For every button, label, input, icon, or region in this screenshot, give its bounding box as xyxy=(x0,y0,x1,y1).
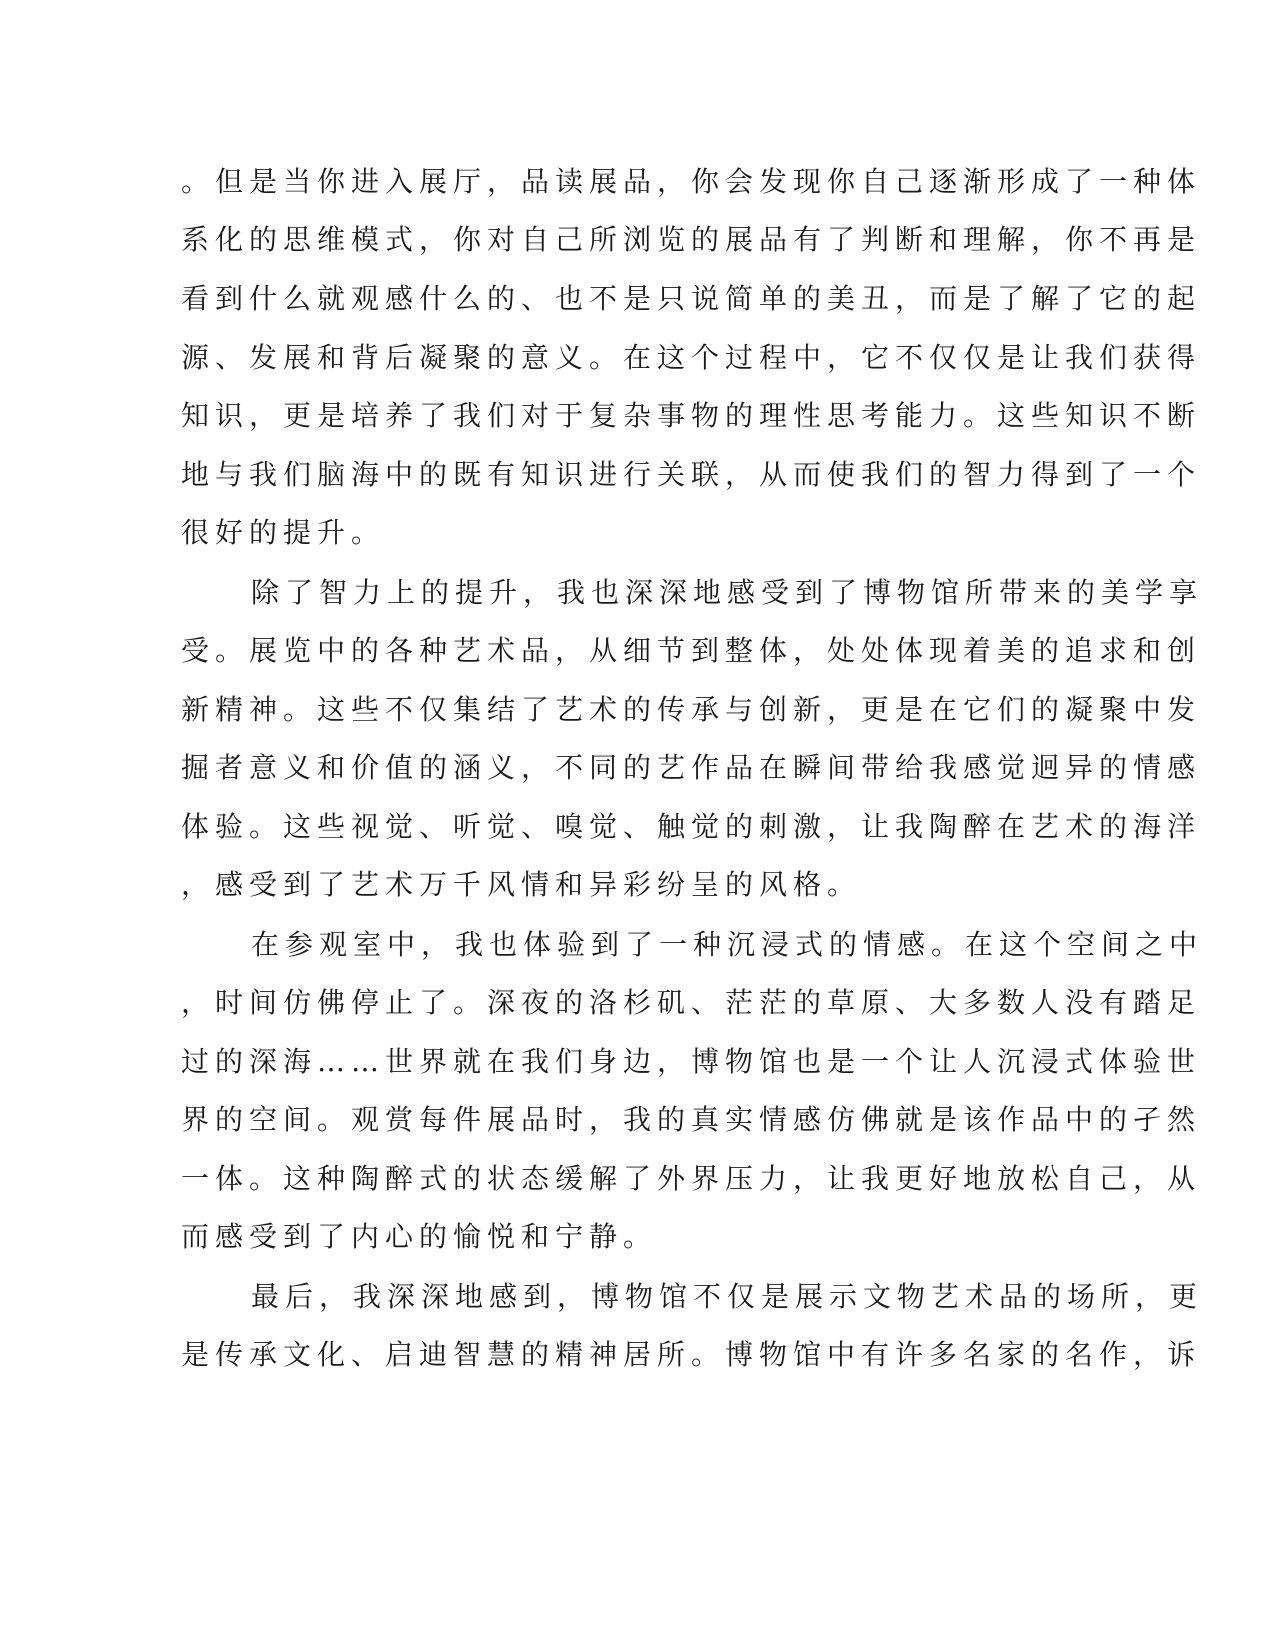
text-line: 受。展览中的各种艺术品，从细节到整体，处处体现着美的追求和创 xyxy=(181,634,1202,667)
text-line: 体验。这些视觉、听觉、嗅觉、触觉的刺激，让我陶醉在艺术的海洋 xyxy=(181,810,1202,843)
text-line: 过的深海……世界就在我们身边，博物馆也是一个让人沉浸式体验世 xyxy=(181,1045,1202,1078)
text-line: 。但是当你进入展厅，品读展品，你会发现你自己逐渐形成了一种体 xyxy=(181,165,1202,198)
text-line: 知识，更是培养了我们对于复杂事物的理性思考能力。这些知识不断 xyxy=(181,399,1202,432)
text-line: 一体。这种陶醉式的状态缓解了外界压力，让我更好地放松自己，从 xyxy=(181,1162,1202,1195)
text-line: 地与我们脑海中的既有知识进行关联，从而使我们的智力得到了一个 xyxy=(181,458,1202,491)
text-line: 源、发展和背后凝聚的意义。在这个过程中，它不仅仅是让我们获得 xyxy=(181,341,1202,374)
paragraph-first-line: 在参观室中，我也体验到了一种沉浸式的情感。在这个空间之中 xyxy=(251,928,1204,961)
text-line: ，感受到了艺术万千风情和异彩纷呈的风格。 xyxy=(181,868,862,901)
text-line: 新精神。这些不仅集结了艺术的传承与创新，更是在它们的凝聚中发 xyxy=(181,693,1202,726)
text-line: 很好的提升。 xyxy=(181,516,386,549)
text-line: 界的空间。观赏每件展品时，我的真实情感仿佛就是该作品中的孑然 xyxy=(181,1103,1202,1136)
text-line: 掘者意义和价值的涵义，不同的艺作品在瞬间带给我感觉迥异的情感 xyxy=(181,751,1202,784)
text-line: ，时间仿佛停止了。深夜的洛杉矶、茫茫的草原、大多数人没有踏足 xyxy=(181,986,1202,1019)
paragraph-first-line: 除了智力上的提升，我也深深地感受到了博物馆所带来的美学享 xyxy=(251,576,1204,609)
text-line: 是传承文化、启迪智慧的精神居所。博物馆中有许多名家的名作，诉 xyxy=(181,1338,1202,1371)
text-line: 看到什么就观感什么的、也不是只说简单的美丑，而是了解了它的起 xyxy=(181,282,1202,315)
paragraph-first-line: 最后，我深深地感到，博物馆不仅是展示文物艺术品的场所，更 xyxy=(251,1280,1204,1313)
text-line: 系化的思维模式，你对自己所浏览的展品有了判断和理解，你不再是 xyxy=(181,223,1202,256)
text-line: 而感受到了内心的愉悦和宁静。 xyxy=(181,1220,658,1253)
